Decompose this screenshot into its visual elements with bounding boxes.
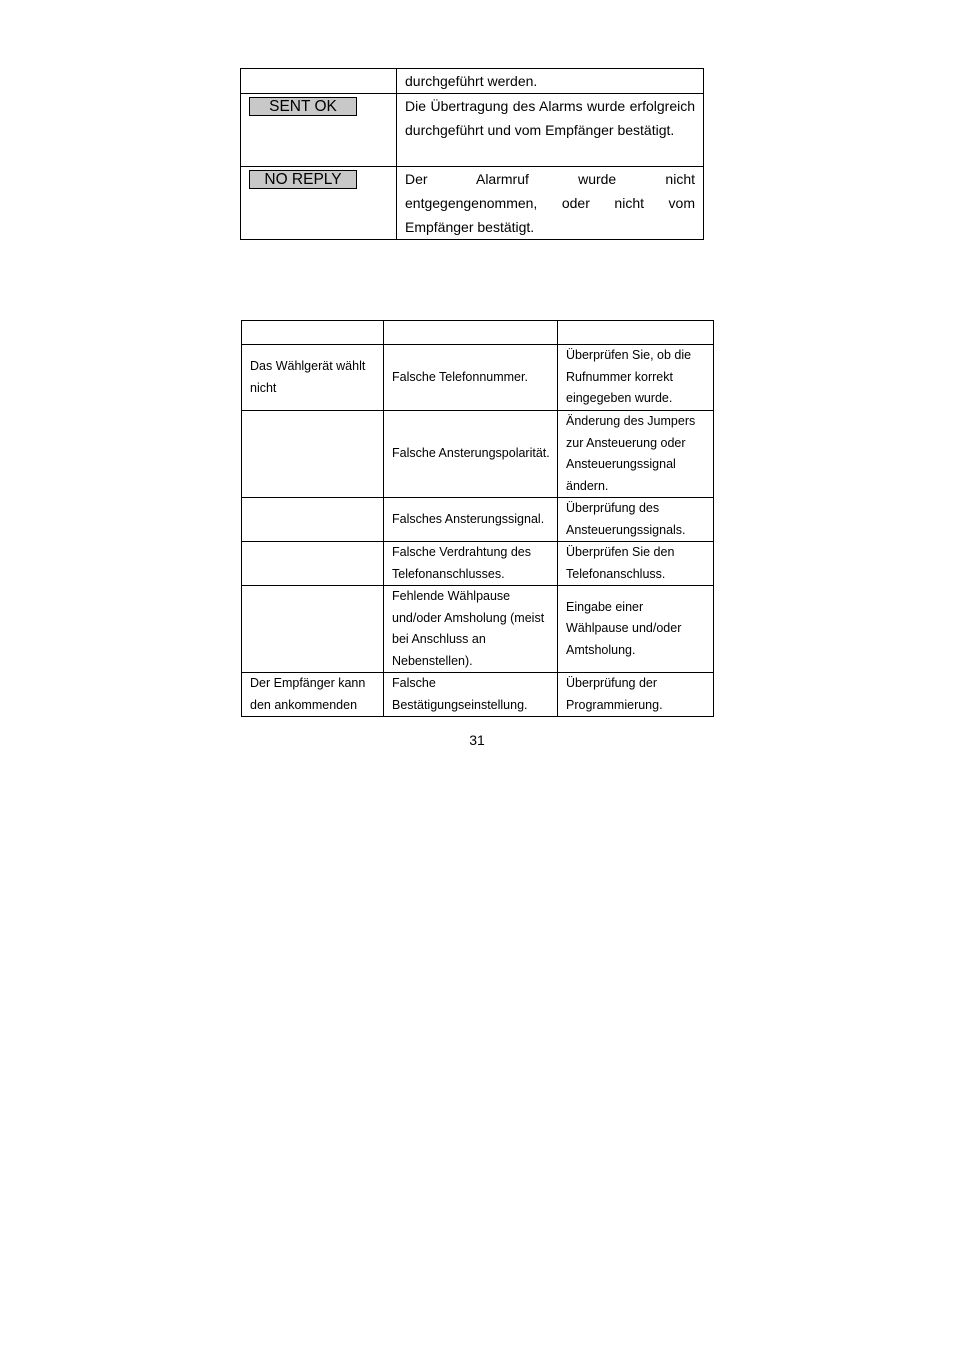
problem-cell: Der Empfänger kann den ankommenden (242, 673, 384, 717)
status-label-cell (241, 69, 397, 94)
header-remedy (558, 321, 714, 345)
status-description: Die Übertragung des Alarms wurde erfolgreich durchgeführt und vom Empfänger bestätigt. (397, 94, 704, 167)
table-row (242, 345, 714, 411)
table-row (242, 498, 714, 542)
problem-cell (242, 542, 384, 586)
cause-cell: Falsche Verdrahtung des Telefonanschlusses. (384, 542, 558, 586)
cause-cell: Falsche Ansterungspolarität. (384, 411, 558, 498)
troubleshooting-table (241, 320, 714, 717)
status-message-table (240, 68, 704, 240)
table-row (242, 673, 714, 717)
table-row (241, 94, 704, 167)
remedy-cell: Änderung des Jumpers zur Ansteuerung oder Ansteuerungssignal ändern. (558, 411, 714, 498)
header-cause (384, 321, 558, 345)
table-row (242, 542, 714, 586)
status-description: durchgeführt werden. (397, 69, 704, 94)
table-row (241, 167, 704, 240)
table-row (241, 69, 704, 94)
sent-ok-display-badge: SENT OK (249, 97, 357, 116)
cause-cell: Fehlende Wählpause und/oder Amsholung (meist bei Anschluss an Nebenstellen). (384, 586, 558, 673)
cause-cell: Falsches Ansterungssignal. (384, 498, 558, 542)
status-label-cell (241, 167, 397, 240)
remedy-cell: Überprüfen Sie, ob die Rufnummer korrekt eingegeben wurde. (558, 345, 714, 411)
problem-cell (242, 411, 384, 498)
cause-cell: Falsche Telefonnummer. (384, 345, 558, 411)
status-label-cell (241, 94, 397, 167)
table-row (242, 411, 714, 498)
table-header-row (242, 321, 714, 345)
remedy-cell: Eingabe einer Wählpause und/oder Amtsholung. (558, 586, 714, 673)
page-number: 31 (469, 732, 485, 748)
status-description: Der Alarmruf wurde nicht entgegengenommen, oder nicht vom Empfänger bestätigt. (397, 167, 704, 240)
no-reply-display-badge: NO REPLY (249, 170, 357, 189)
remedy-cell: Überprüfung der Programmierung. (558, 673, 714, 717)
problem-cell (242, 498, 384, 542)
remedy-cell: Überprüfung des Ansteuerungssignals. (558, 498, 714, 542)
remedy-cell: Überprüfen Sie den Telefonanschluss. (558, 542, 714, 586)
problem-cell (242, 586, 384, 673)
table-row (242, 586, 714, 673)
header-problem (242, 321, 384, 345)
problem-cell: Das Wählgerät wählt nicht (242, 345, 384, 411)
cause-cell: Falsche Bestätigungseinstellung. (384, 673, 558, 717)
